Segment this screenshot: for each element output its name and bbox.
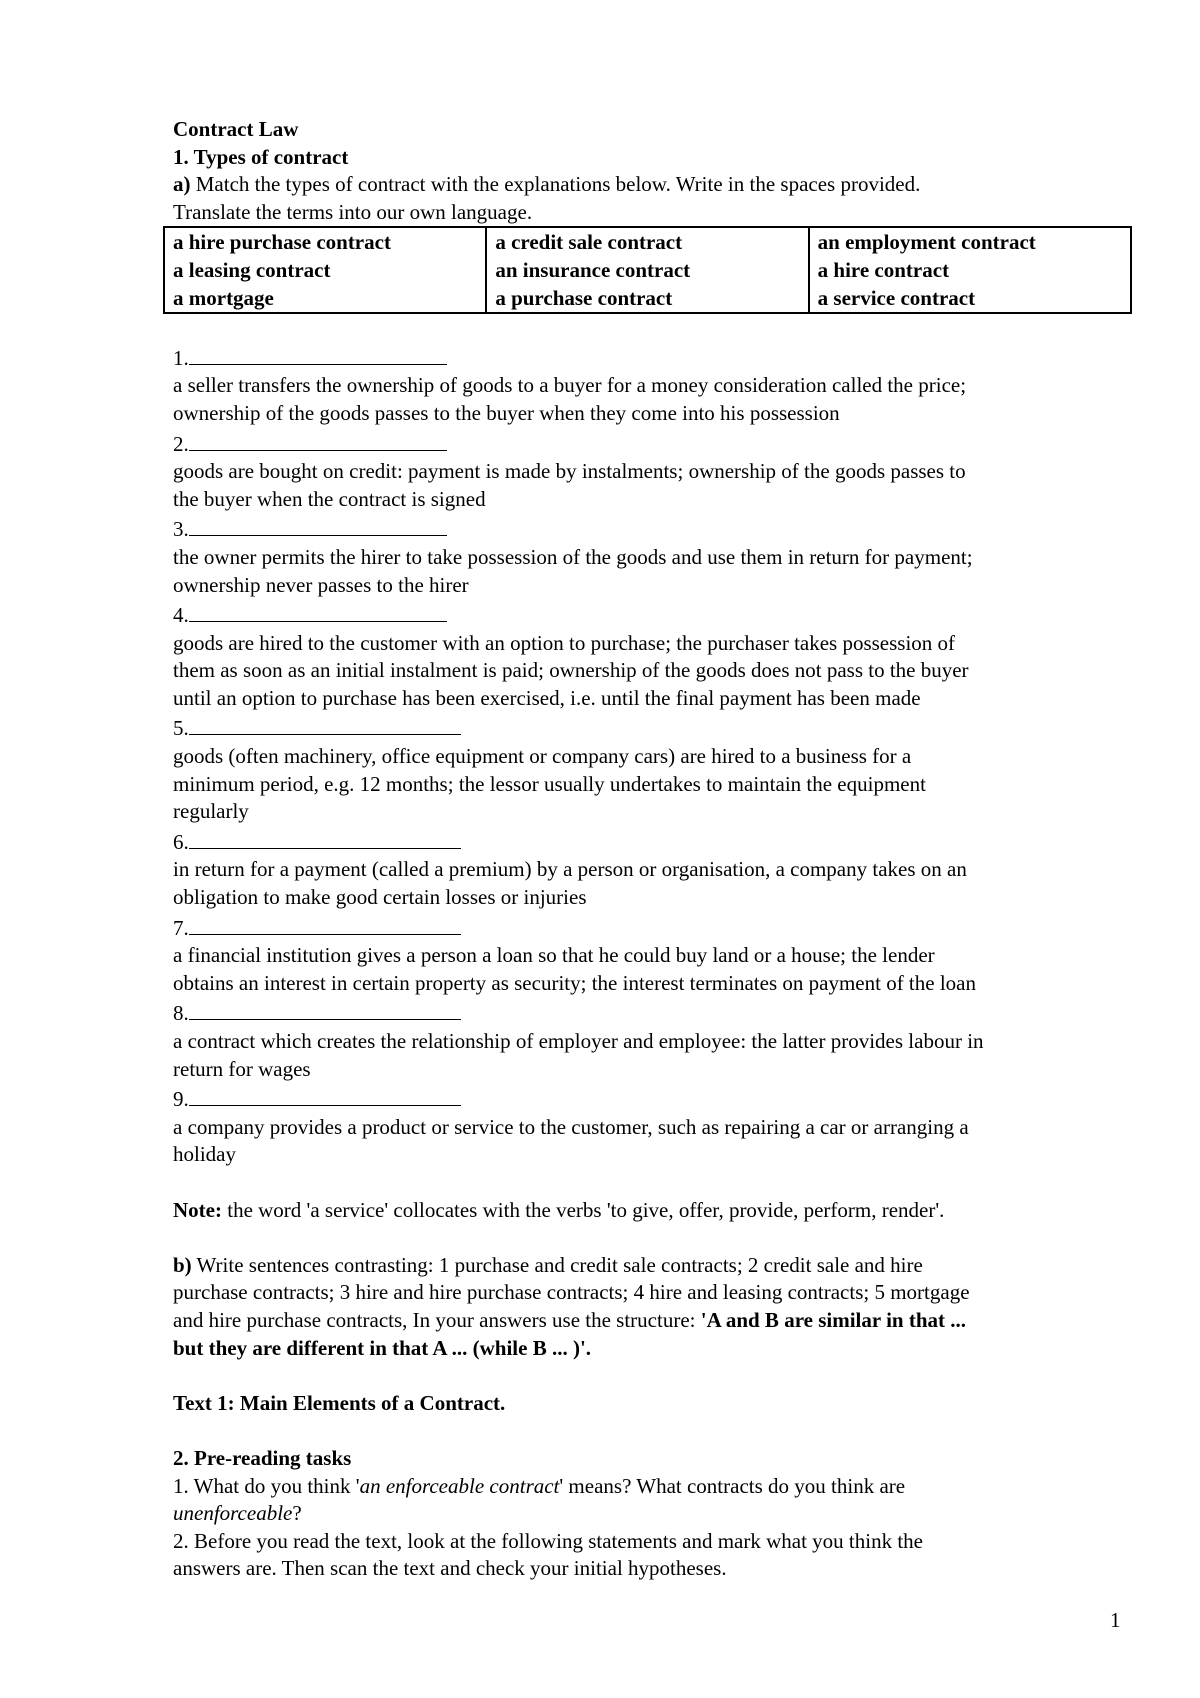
definition-line: a contract which creates the relationship of employer and employee: the latter provides labour in <box>173 1029 984 1053</box>
item-number: 6. <box>173 829 189 854</box>
definition-line: until an option to purchase has been exercised, i.e. until the final payment has been made <box>173 685 921 710</box>
task-b-line: and hire purchase contracts, In your answers use the structure: <box>173 1307 701 1332</box>
item-number: 7. <box>173 915 189 940</box>
question-1 <box>173 1473 1133 1501</box>
definition-line: ownership never passes to the hirer <box>173 572 469 597</box>
question-text: ' means? What contracts do you think are <box>559 1473 906 1498</box>
definition-line: goods are hired to the customer with an option to purchase; the purchaser takes possession of <box>173 630 956 655</box>
term: a purchase contract <box>495 285 673 310</box>
task-b-structure: 'A and B are similar in that ... <box>700 1307 966 1332</box>
list-item <box>173 599 1133 712</box>
terms-column-2 <box>486 227 808 313</box>
text-1-heading: Text 1: Main Elements of a Contract. <box>173 1390 506 1415</box>
question-2: 2. Before you read the text, look at the following statements and mark what you think the <box>173 1528 923 1553</box>
task-b-paragraph <box>173 1252 1133 1362</box>
definition-line: goods are bought on credit: payment is made by instalments; ownership of the goods passes to <box>173 459 966 484</box>
question-text: ? <box>292 1501 302 1526</box>
list-item <box>173 342 1133 428</box>
spacer <box>173 314 1133 342</box>
task-a-label: a) <box>173 172 191 197</box>
task-b-label: b) <box>173 1252 192 1277</box>
item-number: 5. <box>173 716 189 741</box>
definition-list <box>173 342 1133 1169</box>
item-number: 8. <box>173 1001 189 1026</box>
question-1-cont <box>173 1500 1133 1528</box>
definition-line: a seller transfers the ownership of goods to a buyer for a money consideration called the price; <box>173 373 967 398</box>
answer-blank[interactable] <box>189 342 447 365</box>
item-number: 1. <box>173 345 189 370</box>
term: an employment contract <box>817 230 1036 255</box>
spacer <box>173 1169 1133 1197</box>
task-b-text: Write sentences contrasting: 1 purchase and credit sale contracts; 2 credit sale and hire <box>191 1252 923 1277</box>
document-body <box>173 116 1133 1583</box>
note-label: Note: <box>173 1197 222 1222</box>
spacer <box>173 1362 1133 1390</box>
note-text: the word 'a service' collocates with the verbs 'to give, offer, provide, perform, render'. <box>221 1197 945 1222</box>
terms-column-3 <box>809 227 1131 313</box>
definition-line: obligation to make good certain losses or injuries <box>173 885 587 910</box>
contract-terms-table <box>163 226 1132 314</box>
task-b-line: purchase contracts; 3 hire and hire purchase contracts; 4 hire and leasing contracts; 5 mortgage <box>173 1280 970 1305</box>
task-b-structure: but they are different in that A ... (while B ... )'. <box>173 1335 592 1360</box>
document-title: Contract Law <box>173 117 299 141</box>
question-2-cont: answers are. Then scan the text and check your initial hypotheses. <box>173 1556 727 1581</box>
item-number: 4. <box>173 603 189 628</box>
definition-line: obtains an interest in certain property as security; the interest terminates on payment of the loan <box>173 970 976 995</box>
section-1-heading: 1. Types of contract <box>173 144 349 169</box>
item-number: 9. <box>173 1087 189 1112</box>
page-number: 1 <box>1110 1608 1121 1632</box>
list-item <box>173 1083 1133 1169</box>
terms-column-1 <box>164 227 486 313</box>
definition-line: ownership of the goods passes to the buyer when they come into his possession <box>173 400 840 425</box>
answer-blank[interactable] <box>189 513 447 536</box>
definition-line: return for wages <box>173 1056 311 1081</box>
item-number: 3. <box>173 517 189 542</box>
list-item <box>173 912 1133 998</box>
question-term: an enforceable contract <box>359 1473 560 1498</box>
definition-line: minimum period, e.g. 12 months; the lessor usually undertakes to maintain the equipment <box>173 771 926 796</box>
term: a mortgage <box>173 285 274 310</box>
answer-blank[interactable] <box>189 826 461 849</box>
section-2-heading: 2. Pre-reading tasks <box>173 1445 352 1470</box>
list-item <box>173 712 1133 825</box>
answer-blank[interactable] <box>189 912 461 935</box>
term: an insurance contract <box>495 257 691 282</box>
task-a-instruction <box>173 171 1133 199</box>
answer-blank[interactable] <box>189 599 447 622</box>
answer-blank[interactable] <box>189 428 447 451</box>
answer-blank[interactable] <box>189 712 461 735</box>
term: a hire purchase contract <box>173 230 391 255</box>
term: a service contract <box>817 285 976 310</box>
list-item <box>173 513 1133 599</box>
definition-line: a financial institution gives a person a loan so that he could buy land or a house; the lender <box>173 943 935 968</box>
definition-line: regularly <box>173 799 249 824</box>
question-term: unenforceable <box>173 1501 293 1526</box>
list-item <box>173 826 1133 912</box>
spacer <box>173 1224 1133 1252</box>
item-number: 2. <box>173 431 189 456</box>
answer-blank[interactable] <box>189 1083 461 1106</box>
definition-line: the owner permits the hirer to take possession of the goods and use them in return for payment; <box>173 544 973 569</box>
term: a leasing contract <box>173 257 331 282</box>
definition-line: the buyer when the contract is signed <box>173 486 486 511</box>
answer-blank[interactable] <box>189 997 461 1020</box>
definition-line: goods (often machinery, office equipment or company cars) are hired to a business for a <box>173 744 912 769</box>
term: a credit sale contract <box>495 230 683 255</box>
task-a-text: Match the types of contract with the explanations below. Write in the spaces provided. <box>190 172 921 197</box>
task-a-translate: Translate the terms into our own language. <box>173 199 533 224</box>
terms-row <box>164 227 1131 313</box>
definition-line: holiday <box>173 1142 236 1167</box>
question-text: 1. What do you think ' <box>173 1473 360 1498</box>
note-paragraph <box>173 1197 1133 1225</box>
definition-line: them as soon as an initial instalment is paid; ownership of the goods does not pass to the buyer <box>173 658 969 683</box>
term: a hire contract <box>817 257 950 282</box>
definition-line: in return for a payment (called a premium) by a person or organisation, a company takes on an <box>173 857 967 882</box>
definition-line: a company provides a product or service to the customer, such as repairing a car or arranging a <box>173 1114 969 1139</box>
list-item <box>173 997 1133 1083</box>
list-item <box>173 428 1133 514</box>
spacer <box>173 1417 1133 1445</box>
